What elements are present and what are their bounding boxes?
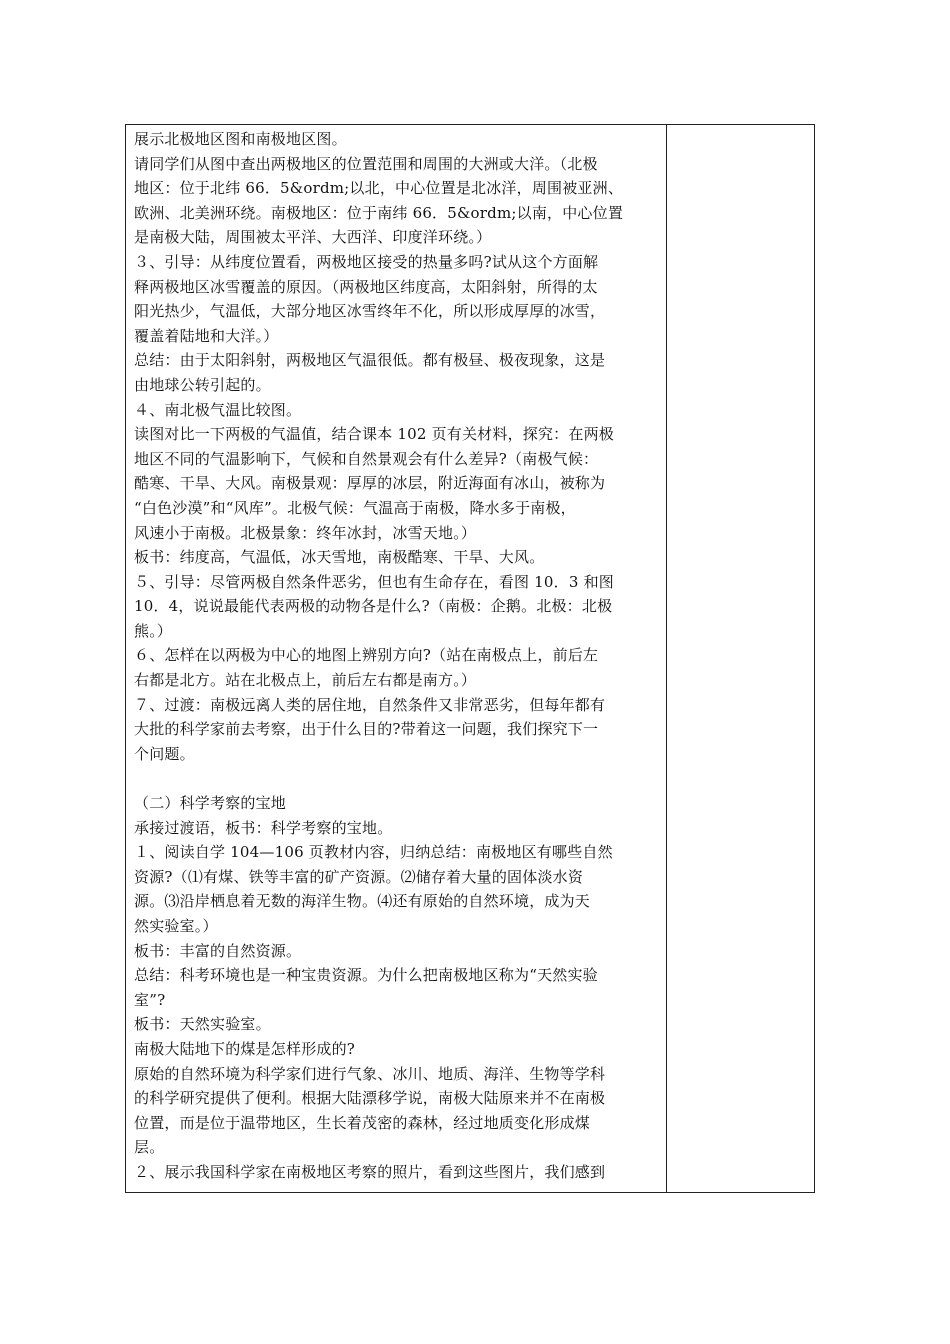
text-line: 板书：天然实验室。 (134, 1015, 271, 1034)
text-line: 然实验室。） (134, 917, 218, 935)
text-line: 熊。） (134, 621, 173, 640)
text-line: 承接过渡语，板书：科学考察的宝地。 (134, 818, 393, 837)
text-line: 阳光热少，气温低，大部分地区冰雪终年不化，所以形成厚厚的冰雪， (134, 302, 606, 321)
text-line: 位置，而是位于温带地区，生长着茂密的森林，经过地质变化形成煤 (134, 1113, 591, 1132)
text-line: 南极大陆地下的煤是怎样形成的? (134, 1039, 356, 1058)
text-line: 10．4，说说最能代表两极的动物各是什么?（南极：企鹅。北极：北极 (134, 597, 613, 616)
text-line: 释两极地区冰雪覆盖的原因。（两极地区纬度高，太阳斜射，所得的太 (134, 277, 598, 296)
blank-line (134, 766, 664, 791)
text-line: 板书：纬度高，气温低，冰天雪地，南极酷寒、干旱、大风。 (134, 548, 545, 567)
text-line: 地区：位于北纬 66．5&ordm;以北，中心位置是北冰洋，周围被亚洲、 (134, 179, 624, 198)
lesson-table (125, 124, 815, 1193)
text-line: 总结：科考环境也是一种宝贵资源。为什么把南极地区称为“天然实验 (134, 966, 598, 985)
text-line: 层。 (134, 1138, 165, 1157)
text-line: ４、南北极气温比较图。 (134, 400, 302, 419)
text-line: 原始的自然环境为科学家们进行气象、冰川、地质、海洋、生物等学科 (134, 1064, 606, 1083)
text-line: 的科学研究提供了便利。根据大陆漂移学说，南极大陆原来并不在南极 (134, 1089, 606, 1108)
text-line: １、阅读自学 104—106 页教材内容，归纳总结：南极地区有哪些自然 (134, 843, 613, 862)
text-line: 资源?（⑴有煤、铁等丰富的矿产资源。⑵储存着大量的固体淡水资 (134, 867, 584, 886)
text-line: 读图对比一下两极的气温值，结合课本 102 页有关材料，探究：在两极 (134, 425, 614, 444)
text-line: 地区不同的气温影响下，气候和自然景观会有什么差异?（南极气候： (134, 449, 599, 468)
text-line: “白色沙漠”和“风库”。北极气候：气温高于南极，降水多于南极， (134, 498, 576, 517)
text-line: 欧洲、北美洲环绕。南极地区：位于南纬 66．5&ordm;以南，中心位置 (134, 203, 624, 222)
text-line: ６、怎样在以两极为中心的地图上辨别方向?（站在南极点上，前后左 (134, 646, 599, 665)
text-line: 由地球公转引起的。 (134, 375, 271, 394)
column-divider (666, 125, 667, 1192)
text-line: 是南极大陆，周围被太平洋、大西洋、印度洋环绕。） (134, 228, 492, 247)
text-line: 总结：由于太阳斜射，两极地区气温很低。都有极昼、极夜现象，这是 (134, 351, 606, 370)
text-line: ７、过渡：南极远离人类的居住地，自然条件又非常恶劣，但每年都有 (134, 695, 606, 714)
text-line: 展示北极地区图和南极地区图。 (134, 130, 347, 148)
section-heading: （二）科学考察的宝地 (134, 794, 287, 813)
text-line: 大批的科学家前去考察，出于什么目的?带着这一问题，我们探究下一 (134, 720, 599, 739)
text-line: 源。⑶沿岸栖息着无数的海洋生物。⑷还有原始的自然环境，成为天 (134, 892, 591, 911)
text-line: 覆盖着陆地和大洋。） (134, 326, 279, 345)
text-line: 板书：丰富的自然资源。 (134, 941, 302, 960)
text-line: 酷寒、干旱、大风。南极景观：厚厚的冰层，附近海面有冰山，被称为 (134, 474, 606, 493)
text-line: ５、引导：尽管两极自然条件恶劣，但也有生命存在，看图 10．3 和图 (134, 572, 614, 591)
text-line: 室”? (134, 990, 166, 1009)
text-line: 风速小于南极。北极景象：终年冰封，冰雪天地。） (134, 523, 477, 542)
text-line: ３、引导：从纬度位置看，两极地区接受的热量多吗?试从这个方面解 (134, 252, 599, 271)
notes-cell (668, 125, 814, 1192)
lesson-content-cell (134, 127, 664, 1185)
text-line: ２、展示我国科学家在南极地区考察的照片，看到这些图片，我们感到 (134, 1162, 606, 1181)
text-line: 个问题。 (134, 744, 195, 763)
text-line: 请同学们从图中查出两极地区的位置范围和周围的大洲或大洋。（北极 (134, 154, 598, 173)
text-line: 右都是北方。站在北极点上，前后左右都是南方。） (134, 671, 477, 690)
